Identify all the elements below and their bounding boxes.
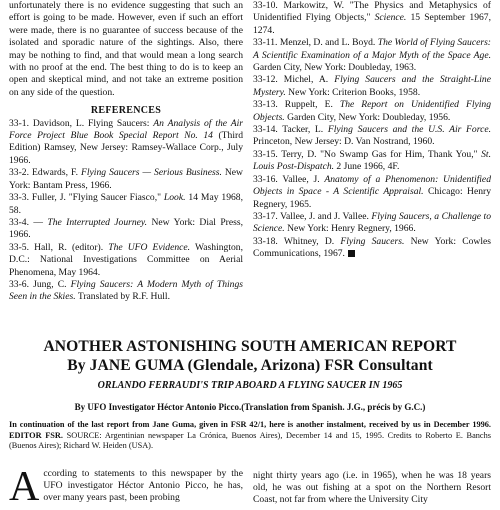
- reference-author: 33-3. Fuller, J. "Flying Saucer Fiasco,": [9, 192, 164, 204]
- article-intro: [9, 420, 491, 452]
- intro-source-label: SOURCE:: [62, 430, 105, 440]
- article-title-line1: ANOTHER ASTONISHING SOUTH AMERICAN REPORT: [43, 338, 457, 355]
- reference-author: 33-17. Vallee, J. and J. Vallee.: [253, 210, 372, 222]
- reference-title: St. Louis Post-Dispatch.: [253, 148, 491, 173]
- reference-item: [253, 174, 491, 211]
- reference-author: 33-13. Ruppelt, E.: [253, 99, 340, 111]
- reference-item: [253, 124, 491, 149]
- reference-item: [253, 149, 491, 174]
- reference-title: Look.: [163, 192, 186, 204]
- reference-author: 33-5. Hall, R. (editor).: [9, 241, 109, 253]
- references-heading: REFERENCES: [90, 105, 162, 117]
- reference-title: The UFO Evidence.: [108, 241, 191, 253]
- reference-item: [253, 211, 491, 236]
- reference-author: 33-11. Menzel, D. and L. Boyd.: [253, 37, 378, 49]
- reference-author: 33-10. Markowitz, W. "The Physics and Metaphysics of Unidentified Flying Objects,": [253, 0, 491, 24]
- reference-item: [9, 167, 243, 192]
- reference-item: [253, 37, 491, 74]
- reference-title: Flying Saucers, a Challenge to Science.: [253, 210, 491, 235]
- reference-item: [9, 242, 243, 279]
- intro-editor-note: In continuation of the last report from Jane Guma, given in FSR 42/1, here is another instalment, received by us in December 1996. EDITOR FSR.: [9, 420, 491, 440]
- reference-publisher: New York: Dial Press, 1966.: [9, 216, 243, 241]
- intro-source: Argentinian newspaper La Crónica, Buenos Aires), December 14 and 15, 1995. Credits to Roberto E. Banchs (Buenos Aires); Richard W. Heiden (USA).: [9, 430, 491, 451]
- reference-publisher: 15 September 1967, 1274.: [253, 12, 491, 36]
- reference-publisher: 14 May 1968, 58.: [9, 192, 243, 216]
- closing-paragraph: unfortunately there is no evidence suggesting that such an effort is going to be made. However, even if such an effort were made, there is no guarantee of success because of the isolated and sporadic nature of the sightings. Also, there may be nothing to find, and that would mean a long search with no proof at the end. The best thing to do is to keep an open and skeptical mind, and not take an extreme position on any side of the question.: [9, 0, 243, 98]
- article-body-left: [9, 464, 243, 510]
- reference-publisher: Princeton, New Jersey: D. Van Nostrand, 1960.: [253, 136, 435, 148]
- reference-publisher: 2 June 1966, 4F.: [334, 161, 400, 173]
- reference-author: 33-18. Whitney, D.: [253, 235, 341, 247]
- reference-publisher: New York: Bantam Press, 1966.: [9, 167, 243, 191]
- article-byline: By UFO Investigator Héctor Antonio Picco.(Translation from Spanish. J.G., précis by G.C.): [74, 402, 426, 412]
- reference-publisher: (Third Edition) Ramsey, New Jersey: Ramsey-Wallace Corp., July 1966.: [9, 130, 243, 166]
- reference-title: Flying Saucers and the Straight-Line Mystery.: [253, 74, 491, 98]
- reference-title: The Report on Unidentified Flying Objects.: [253, 99, 491, 123]
- reference-author: 33-1. Davidson, L. Flying Saucers:: [9, 117, 154, 129]
- reference-author: 33-16. Vallee, J.: [253, 173, 325, 185]
- reference-title: The Interrupted Journey.: [47, 216, 148, 228]
- reference-title: Flying Saucers — Serious Business.: [81, 167, 222, 179]
- reference-author: 33-15. Terry, D. "No Swamp Gas for Him, Thank You,": [253, 148, 482, 160]
- reference-publisher: Chicago: Henry Regnery, 1965.: [253, 186, 491, 210]
- right-column: [253, 0, 491, 261]
- reference-title: The World of Flying Saucers: A Scientific Examination of a Major Myth of the Space Age.: [253, 37, 491, 61]
- end-of-article-square-icon: [348, 250, 355, 257]
- reference-title: Flying Saucers and the U.S. Air Force.: [327, 124, 491, 136]
- reference-title: An Analysis of the Air Force Project Blue Book Special Report No. 14: [9, 117, 244, 142]
- reference-publisher: Translated by R.F. Hull.: [75, 291, 170, 303]
- reference-publisher: New York: Henry Regnery, 1966.: [284, 223, 416, 235]
- reference-item: [253, 99, 491, 124]
- reference-title: Flying Saucers.: [340, 235, 405, 247]
- left-column: [9, 0, 243, 304]
- reference-item: [253, 236, 491, 261]
- reference-item: [253, 0, 491, 37]
- reference-publisher: New York: Criterion Books, 1958.: [285, 86, 421, 98]
- reference-title: Anatomy of a Phenomenon: Unidentified Objects in Space - A Scientific Appraisal.: [253, 173, 491, 198]
- reference-author: 33-6. Jung, C.: [9, 278, 71, 290]
- reference-author: 33-12. Michel, A.: [253, 74, 335, 86]
- article-subtitle: ORLANDO FERRAUDI'S TRIP ABOARD A FLYING SAUCER IN 1965: [97, 380, 403, 391]
- reference-author: 33-4. —: [9, 216, 48, 228]
- article-title-line2: By JANE GUMA (Glendale, Arizona) FSR Consultant: [67, 357, 433, 374]
- reference-title: Science.: [374, 12, 407, 24]
- reference-publisher: Garden City, New York: Doubleday, 1956.: [284, 111, 451, 123]
- reference-item: [9, 118, 243, 168]
- reference-author: 33-2. Edwards, F.: [9, 167, 82, 179]
- references-list-left: [9, 118, 243, 304]
- reference-item: [9, 279, 243, 304]
- reference-publisher: Garden City, New York: Doubleday, 1963.: [253, 62, 417, 74]
- references-list-right: [253, 0, 491, 261]
- reference-publisher: Washington, D.C.: National Investigations Committee on Aerial Phenomena, May 1964.: [9, 241, 243, 278]
- reference-item: [9, 217, 243, 242]
- article-body-right: night thirty years ago (i.e. in 1965), when he was 18 years old, he was out fishing at a spot on the Northern Resort Coast, not far from where the University City: [253, 470, 491, 506]
- reference-author: 33-14. Tacker, L.: [253, 124, 328, 136]
- reference-title: Flying Saucers: A Modern Myth of Things Seen in the Skies.: [9, 278, 243, 303]
- reference-item: [9, 192, 243, 217]
- reference-item: [253, 74, 491, 99]
- article-title: [0, 337, 500, 375]
- drop-cap: A: [9, 464, 40, 510]
- reference-publisher: New York: Cowles Communications, 1967.: [253, 235, 491, 260]
- body-left-text: ccording to statements to this newspaper by the UFO investigator Héctor Antonio Picco, he has, over many years past, been probing: [43, 468, 243, 504]
